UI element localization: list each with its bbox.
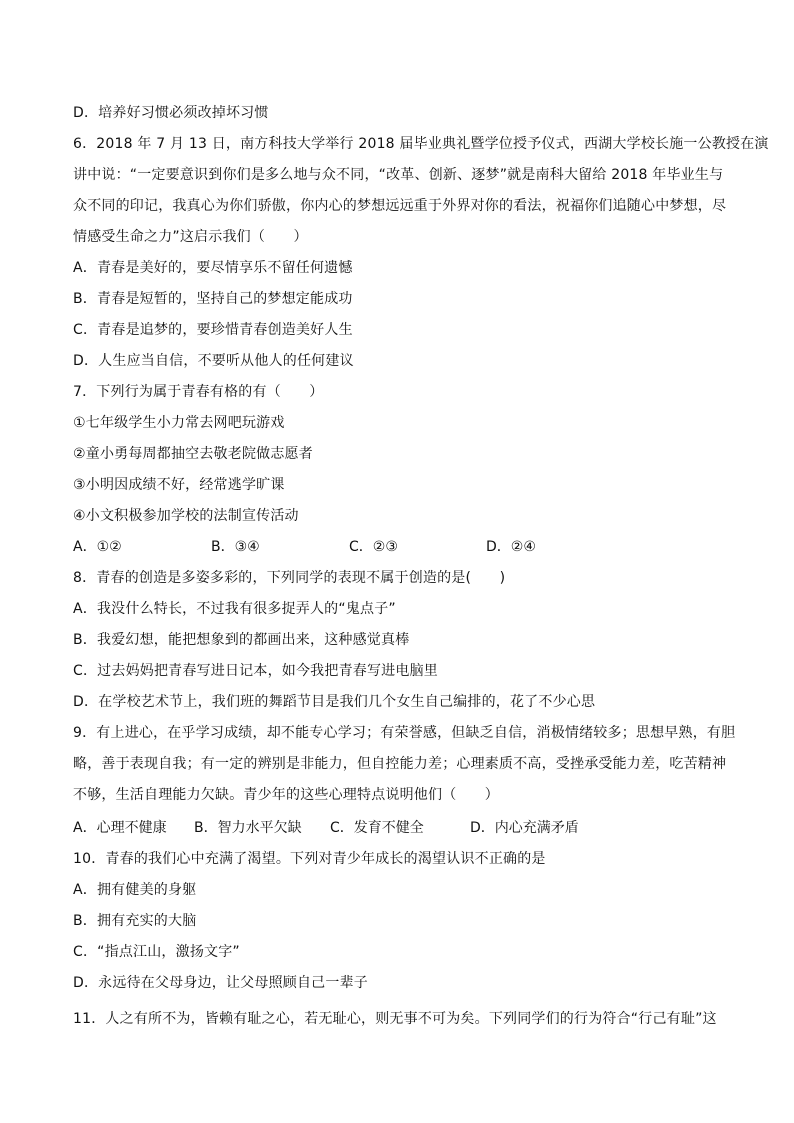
- q7-item-1: ①七年级学生小力常去网吧玩游戏: [73, 415, 285, 431]
- q9-option-a: A．心理不健康: [73, 820, 167, 836]
- q8-option-b: B．我爱幻想，能把想象到的都画出来，这种感觉真棒: [73, 632, 410, 648]
- q6-option-a: A．青春是美好的，要尽情享乐不留任何遗憾: [73, 260, 353, 276]
- q7-option-c: C．②③: [349, 539, 398, 555]
- q7-option-a: A．①②: [73, 539, 122, 555]
- q9-option-d: D．内心充满矛盾: [470, 820, 579, 836]
- q6-stem-line-3: 众不同的印记，我真心为你们骄傲，你内心的梦想远远重于外界对你的看法，祝福你们追随心中梦想，尽: [73, 198, 727, 214]
- q8-option-c: C．过去妈妈把青春写进日记本，如今我把青春写进电脑里: [73, 663, 438, 679]
- q10-option-a: A．拥有健美的身躯: [73, 882, 197, 898]
- q8-option-a: A．我没什么特长，不过我有很多捉弄人的“鬼点子”: [73, 601, 396, 617]
- q10-option-b: B．拥有充实的大脑: [73, 913, 197, 929]
- q5-option-d: D．培养好习惯必须改掉坏习惯: [73, 105, 269, 121]
- q11-stem-line-1: 11．人之有所不为，皆赖有耻之心，若无耻心，则无事不可为矣。下列同学们的行为符合“行己有耻”这: [73, 1011, 717, 1027]
- q7-option-d: D．②④: [486, 539, 536, 555]
- q6-stem-line-1: 6．2018 年 7 月 13 日，南方科技大学举行 2018 届毕业典礼暨学位授予仪式，西湖大学校长施一公教授在演: [73, 136, 769, 152]
- q6-option-d: D．人生应当自信，不要听从他人的任何建议: [73, 353, 354, 369]
- q6-option-b: B．青春是短暂的，坚持自己的梦想定能成功: [73, 291, 353, 307]
- q8-option-d: D．在学校艺术节上，我们班的舞蹈节目是我们几个女生自己编排的，花了不少心思: [73, 694, 596, 710]
- q8-stem: 8．青春的创造是多姿多彩的，下列同学的表现不属于创造的是( ): [73, 570, 506, 586]
- q10-stem: 10．青春的我们心中充满了渴望。下列对青少年成长的渴望认识不正确的是: [73, 851, 546, 867]
- q6-stem-line-4: 情感受生命之力”这启示我们（ ）: [73, 229, 308, 245]
- q7-item-4: ④小文积极参加学校的法制宣传活动: [73, 508, 299, 524]
- q9-option-c: C．发育不健全: [330, 820, 424, 836]
- q9-option-b: B．智力水平欠缺: [194, 820, 302, 836]
- q9-stem-line-1: 9．有上进心，在乎学习成绩，却不能专心学习；有荣誉感，但缺乏自信，消极情绪较多；思想早熟，有胆: [73, 725, 736, 741]
- q7-item-2: ②童小勇每周都抽空去敬老院做志愿者: [73, 446, 313, 462]
- q9-stem-line-3: 不够，生活自理能力欠缺。青少年的这些心理特点说明他们（ ）: [73, 787, 499, 803]
- q7-stem: 7．下列行为属于青春有格的有（ ）: [73, 384, 324, 400]
- q6-option-c: C．青春是追梦的，要珍惜青春创造美好人生: [73, 322, 353, 338]
- q10-option-d: D．永远待在父母身边，让父母照顾自己一辈子: [73, 975, 368, 991]
- q10-option-c: C．“指点江山，激扬文字”: [73, 944, 240, 960]
- q7-item-3: ③小明因成绩不好，经常逃学旷课: [73, 477, 285, 493]
- q9-stem-line-2: 略，善于表现自我；有一定的辨别是非能力，但自控能力差；心理素质不高，受挫承受能力差，吃苦精神: [73, 756, 727, 772]
- q6-stem-line-2: 讲中说：“一定要意识到你们是多么地与众不同，“改革、创新、逐梦”就是南科大留给 2018 年毕业生与: [73, 167, 724, 183]
- q7-option-b: B．③④: [211, 539, 260, 555]
